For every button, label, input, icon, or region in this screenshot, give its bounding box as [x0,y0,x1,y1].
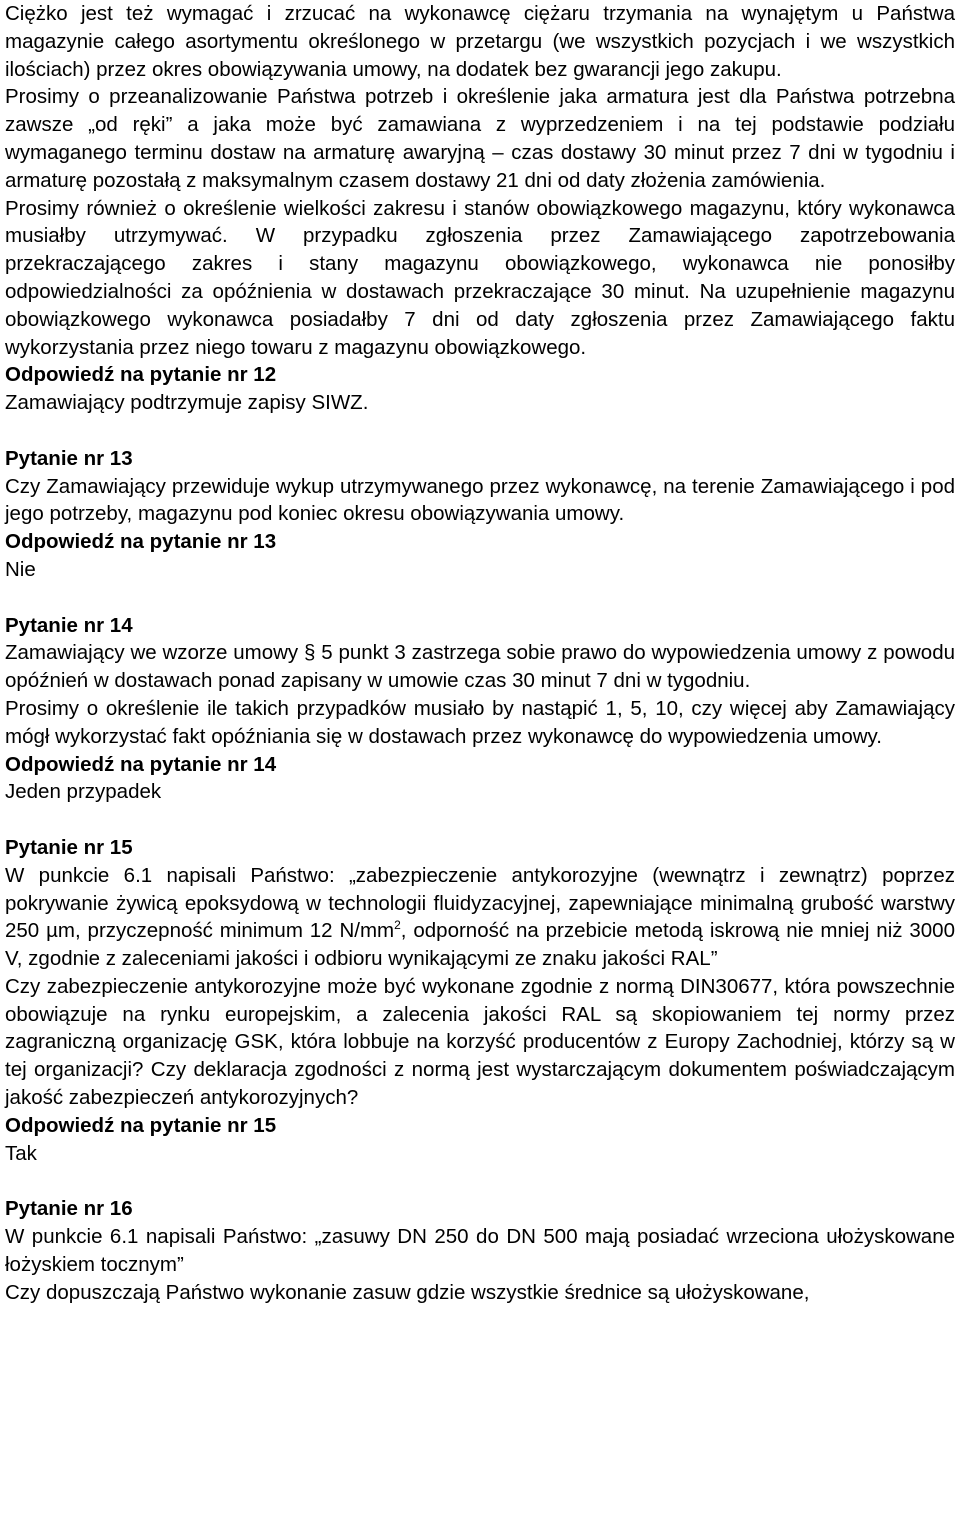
question-15-text-1-rest: , odporność na przebicie metodą iskrową nie mniej niż 3000 V, zgodnie z zaleceniami jakości i odbioru wynikającymi ze znaku jakości RAL” [5,919,955,971]
question-14-heading: Pytanie nr 14 [5,613,133,637]
superscript-exponent: 2 [394,918,401,933]
section-gap [5,417,955,445]
question-16-text-2: Czy dopuszczają Państwo wykonanie zasuw gdzie wszystkie średnice są ułożyskowane, [5,1280,810,1304]
answer-14-text: Jeden przypadek [5,780,162,804]
question-14-text-1: Zamawiający we wzorze umowy § 5 punkt 3 zastrzega sobie prawo do wypowiedzenia umowy z powodu opóźnień w dostawach ponad zapisany w umowie czas 30 minut 7 dni w tygodniu. [5,641,955,693]
section-gap [5,1167,955,1195]
section-gap [5,584,955,612]
answer-12-text: Zamawiający podtrzymuje zapisy SIWZ. [5,391,369,415]
document-page [5,0,955,1306]
intro-paragraph-2: Prosimy o przeanalizowanie Państwa potrzeb i określenie jaka armatura jest dla Państwa potrzebna zawsze „od ręki” a jaka może być zamawiana z wyprzedzeniem i na tej podstawie podziału wymaganego terminu dostaw na armaturę awaryjną – czas dostawy 30 minut przez 7 dni w tygodniu i armaturę pozostałą z maksymalnym czasem dostawy 21 dni od daty złożenia zamówienia. [5,85,955,192]
question-15-text-1 [5,862,955,973]
answer-15-text: Tak [5,1141,37,1165]
question-15-heading: Pytanie nr 15 [5,835,133,859]
section-gap [5,806,955,834]
question-13-heading: Pytanie nr 13 [5,446,133,470]
question-15-text-2: Czy zabezpieczenie antykorozyjne może być wykonane zgodnie z normą DIN30677, która powszechnie obowiązuje na rynku europejskim, a zalecenia jakości RAL są skopiowaniem tej normy przez zagraniczną organizację GSK, która lobbuje na korzyść producentów z Europy Zachodniej, którzy są w tej organizacji? Czy deklaracja zgodności z normą jest wystarczającym dokumentem poświadczającym jakość zabezpieczeń antykorozyjnych? [5,974,955,1110]
answer-13-text: Nie [5,557,36,581]
answer-14-heading: Odpowiedź na pytanie nr 14 [5,752,277,776]
question-16-text-1: W punkcie 6.1 napisali Państwo: „zasuwy DN 250 do DN 500 mają posiadać wrzeciona ułożyskowane łożyskiem tocznym” [5,1225,955,1276]
question-13-text: Czy Zamawiający przewiduje wykup utrzymywanego przez wykonawcę, na terenie Zamawiającego i pod jego potrzeby, magazynu pod koniec okresu obowiązywania umowy. [5,474,955,526]
question-14-text-2: Prosimy o określenie ile takich przypadków musiało by nastąpić 1, 5, 10, czy więcej aby Zamawiający mógł wykorzystać fakt opóźniania się w dostawach przez wykonawcę do wypowiedzenia umowy. [5,696,955,748]
question-15-text-1-main: W punkcie 6.1 napisali Państwo: „zabezpieczenie antykorozyjne (wewnątrz i zewnątrz) poprzez pokrywanie żywicą epoksydową w technologii fluidyzacyjnej, zapewniające minimalną grubość warstwy 250 µm, przyczepność minimum 12 N/mm [5,863,955,943]
answer-15-heading: Odpowiedź na pytanie nr 15 [5,1113,277,1137]
answer-13-heading: Odpowiedź na pytanie nr 13 [5,530,277,554]
intro-paragraph-3: Prosimy również o określenie wielkości zakresu i stanów obowiązkowego magazynu, który wykonawca musiałby utrzymywać. W przypadku zgłoszenia przez Zamawiającego zapotrzebowania przekraczającego zakres i stany magazynu obowiązkowego, wykonawca nie ponosiłby odpowiedzialności za opóźnienia w dostawach przekraczające 30 minut. Na uzupełnienie magazynu obowiązkowego wykonawca posiadałby 7 dni od daty zgłoszenia przez Zamawiającego faktu wykorzystania przez niego towaru z magazynu obowiązkowego. [5,196,955,359]
question-16-heading: Pytanie nr 16 [5,1197,133,1221]
intro-paragraph-1: Ciężko jest też wymagać i zrzucać na wykonawcę ciężaru trzymania na wynajętym u Państwa magazynie całego asortymentu określonego w przetargu (we wszystkich pozycjach i we wszystkich ilościach) przez okres obowiązywania umowy, na dodatek bez gwarancji jego zakupu. [5,2,955,81]
answer-12-heading: Odpowiedź na pytanie nr 12 [5,363,277,387]
